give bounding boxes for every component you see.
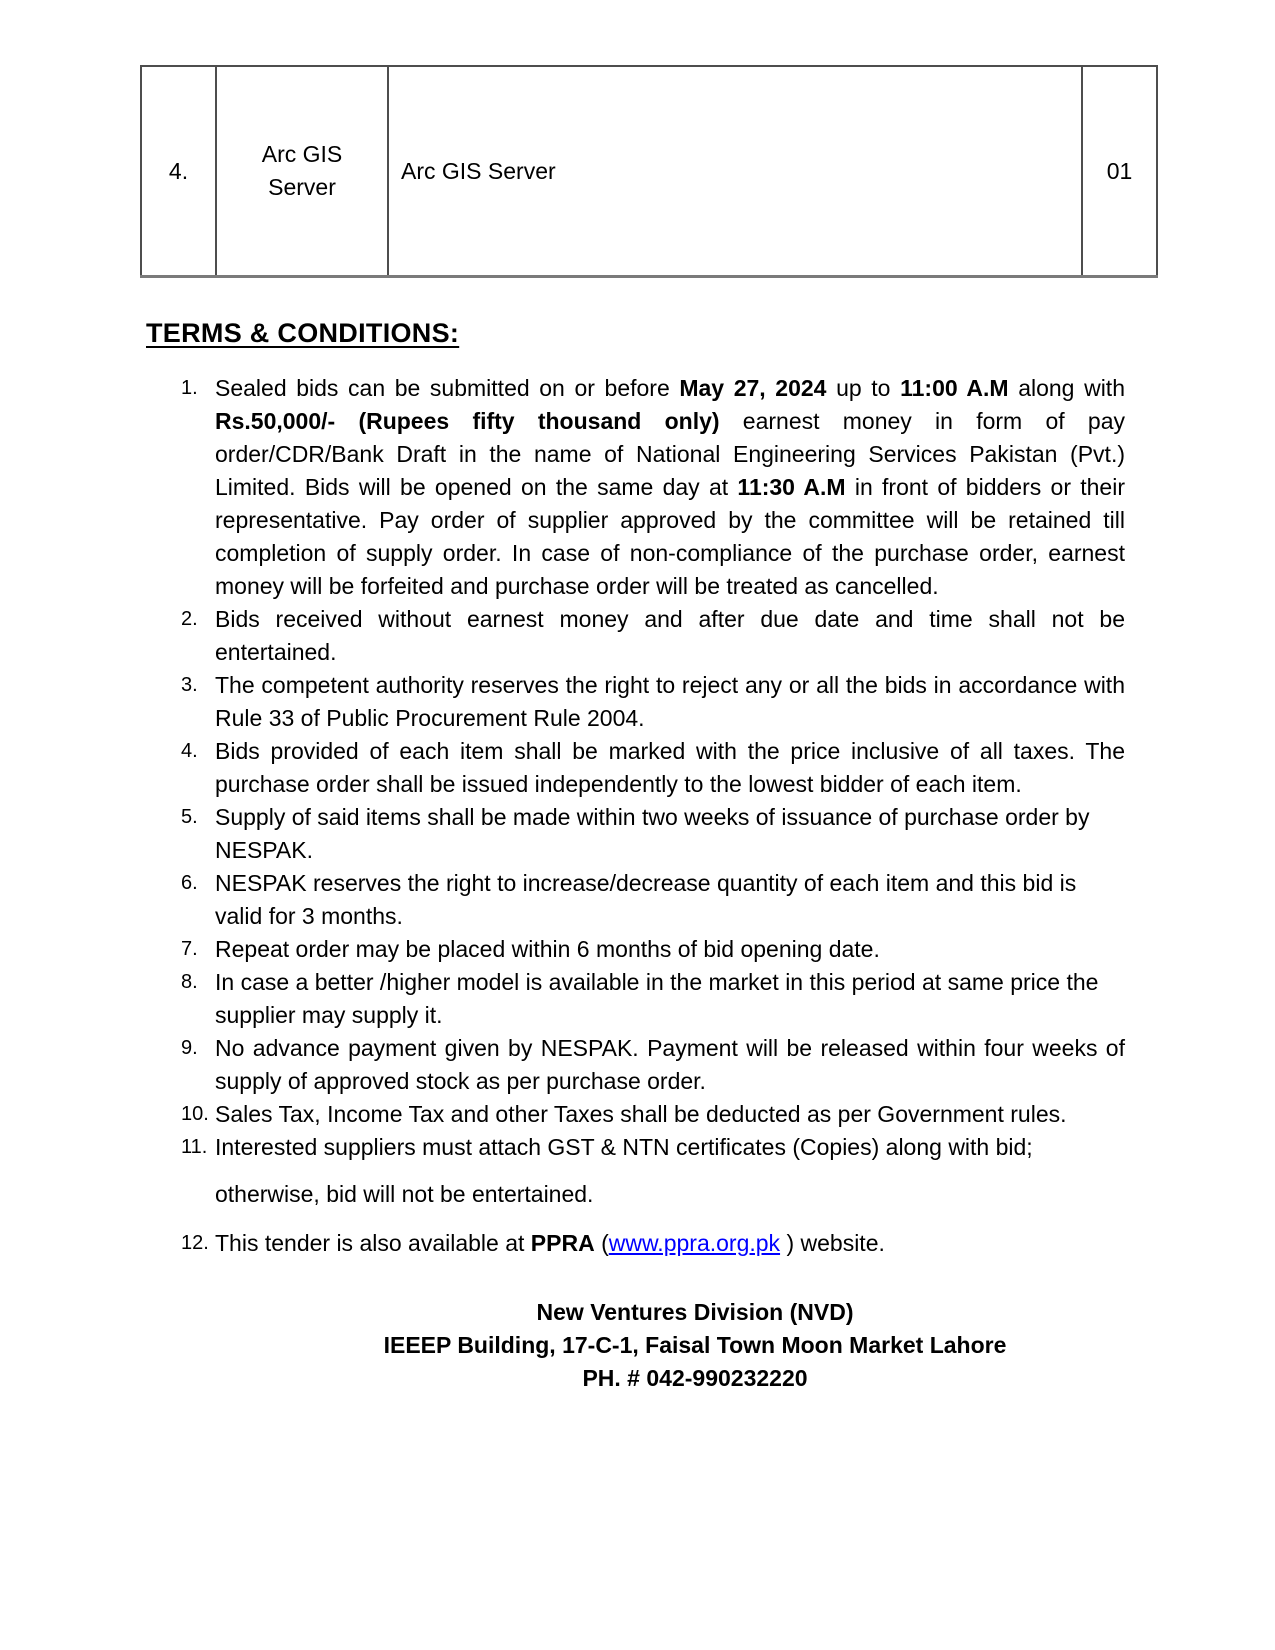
text-segment: otherwise, bid will not be entertained. — [215, 1181, 594, 1207]
term-item-9 — [181, 1032, 1125, 1098]
text-segment: Bids provided of each item shall be marked with the price inclusive of all taxes. The purchase order shall be issued independently to the lowest bidder of each item. — [215, 738, 1125, 797]
term-item-11 — [181, 1131, 1125, 1211]
term-item-6 — [181, 867, 1125, 933]
bold-text: PPRA — [530, 1230, 595, 1256]
term-item-10 — [181, 1098, 1125, 1131]
term-item-8 — [181, 966, 1125, 1032]
text-segment: Sales Tax, Income Tax and other Taxes shall be deducted as per Government rules. — [215, 1101, 1067, 1127]
term-number: 4. — [181, 740, 198, 762]
term-text — [215, 1227, 1125, 1260]
term-item-7 — [181, 933, 1125, 966]
footer-address: IEEEP Building, 17-C-1, Faisal Town Moon Market Lahore — [383, 1332, 1007, 1358]
terms-heading: TERMS & CONDITIONS: — [146, 318, 460, 348]
ppra-link[interactable]: www.ppra.org.pk — [608, 1230, 781, 1256]
term-number: 10. — [181, 1103, 209, 1125]
text-segment: No advance payment given by NESPAK. Payment will be released within four weeks of supply of approved stock as per purchase order. — [215, 1035, 1125, 1094]
term-number: 3. — [181, 674, 198, 696]
text-segment: along with — [1008, 375, 1125, 401]
bold-text: 11:00 A.M — [900, 375, 1009, 401]
term-text — [215, 603, 1125, 669]
item-name-cell: Arc GIS Server — [216, 66, 388, 277]
text-segment: earnest money in form of pay order/CDR/Bank Draft in the name of National Engineering Services Pakistan (Pvt.) Limited. Bids will be opened on the same day at — [215, 408, 1125, 500]
serial-cell: 4. — [141, 66, 216, 277]
bold-text: Rs.50,000/- (Rupees fifty thousand only) — [215, 408, 720, 434]
text-segment: ) website. — [780, 1230, 885, 1256]
text-segment: Sealed bids can be submitted on or before — [215, 375, 680, 401]
term-item-1 — [181, 372, 1125, 603]
text-segment: ( — [594, 1230, 609, 1256]
text-segment: NESPAK reserves the right to increase/decrease quantity of each item and this bid is valid for 3 months. — [215, 870, 1077, 929]
description-cell: Arc GIS Server — [388, 66, 1082, 277]
bold-text: 11:30 A.M — [737, 474, 846, 500]
term-number: 9. — [181, 1037, 198, 1059]
term-number: 6. — [181, 872, 198, 894]
text-segment: In case a better /higher model is available in the market in this period at same price the supplier may supply it. — [215, 969, 1099, 1028]
items-table — [140, 65, 1158, 278]
term-text — [215, 933, 1125, 966]
term-item-3 — [181, 669, 1125, 735]
term-number: 2. — [181, 608, 198, 630]
term-text — [215, 372, 1125, 603]
text-segment: Repeat order may be placed within 6 months of bid opening date. — [215, 936, 880, 962]
term-text — [215, 1131, 1125, 1211]
term-number: 11. — [181, 1136, 208, 1158]
table-row — [141, 66, 1157, 277]
term-item-5 — [181, 801, 1125, 867]
footer-address-block — [223, 1296, 1167, 1395]
term-number: 1. — [181, 377, 198, 399]
term-number: 7. — [181, 938, 198, 960]
text-segment: Supply of said items shall be made within two weeks of issuance of purchase order by NESPAK. — [215, 804, 1090, 863]
text-segment: The competent authority reserves the right to reject any or all the bids in accordance with Rule 33 of Public Procurement Rule 2004. — [215, 672, 1125, 731]
footer-phone: PH. # 042-990232220 — [582, 1365, 808, 1391]
term-text — [215, 669, 1125, 735]
term-item-12 — [181, 1227, 1125, 1260]
quantity-cell: 01 — [1082, 66, 1157, 277]
term-text — [215, 1098, 1125, 1131]
terms-section — [181, 372, 1125, 1395]
term-text — [215, 801, 1125, 867]
text-segment: up to — [826, 375, 901, 401]
term-text — [215, 966, 1125, 1032]
term-text — [215, 867, 1125, 933]
term-number: 5. — [181, 806, 198, 828]
text-segment: Interested suppliers must attach GST & NTN certificates (Copies) along with bid; — [215, 1134, 1033, 1160]
term-number: 12. — [181, 1232, 209, 1254]
term-item-4 — [181, 735, 1125, 801]
bold-text: May 27, 2024 — [679, 375, 827, 401]
term-item-2 — [181, 603, 1125, 669]
text-segment: This tender is also available at — [215, 1230, 531, 1256]
term-text — [215, 735, 1125, 801]
term-number: 8. — [181, 971, 198, 993]
footer-division: New Ventures Division (NVD) — [536, 1299, 854, 1325]
term-text — [215, 1032, 1125, 1098]
text-segment: Bids received without earnest money and after due date and time shall not be entertained. — [215, 606, 1125, 665]
text-segment: in front of bidders or their representative. Pay order of supplier approved by the committee will be retained till completion of supply order. In case of non-compliance of the purchase order, earnest money will be forfeited and purchase order will be treated as cancelled. — [215, 474, 1125, 599]
